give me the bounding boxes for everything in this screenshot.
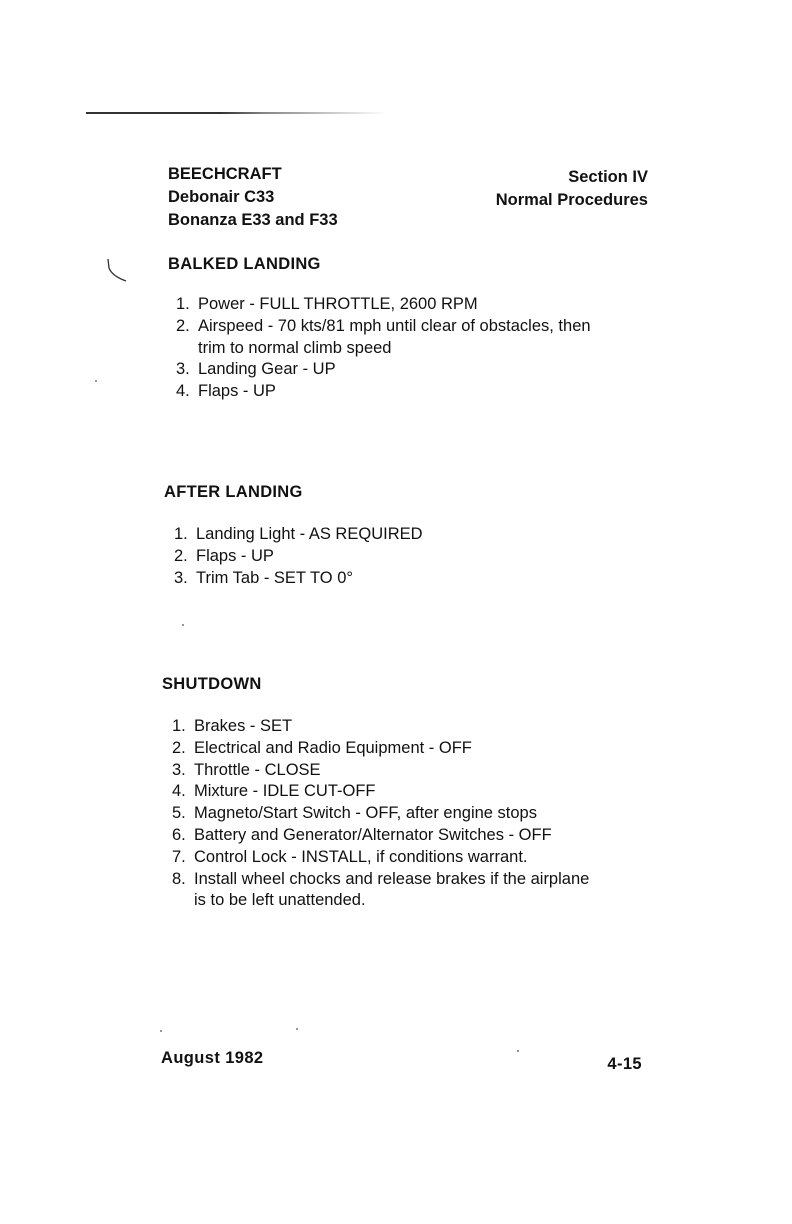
balked-landing-steps — [176, 294, 591, 403]
section-heading-balked-landing: BALKED LANDING — [168, 255, 321, 273]
scan-rule-line — [86, 112, 386, 114]
pen-tick-mark-icon — [106, 258, 128, 284]
step-text: Trim Tab - SET TO 0° — [196, 568, 353, 587]
list-item — [174, 568, 423, 590]
section-heading-shutdown: SHUTDOWN — [162, 675, 262, 693]
step-text: Electrical and Radio Equipment - OFF — [194, 738, 472, 757]
step-text: Mixture - IDLE CUT-OFF — [194, 782, 376, 801]
shutdown-steps — [172, 716, 589, 912]
step-number: 4. — [172, 782, 186, 801]
step-number: 3. — [176, 360, 190, 379]
scan-speck — [296, 1028, 298, 1030]
list-item — [172, 847, 589, 869]
step-text: Landing Gear - UP — [198, 360, 336, 379]
list-item — [176, 316, 591, 360]
step-text: Install wheel chocks and release brakes if the airplane is to be left unattended. — [194, 869, 590, 910]
step-number: 8. — [172, 869, 186, 888]
step-text: Power - FULL THROTTLE, 2600 RPM — [198, 295, 478, 313]
step-number: 3. — [174, 568, 188, 587]
list-item — [174, 546, 423, 568]
step-number: 2. — [172, 738, 186, 757]
header-aircraft-block — [168, 163, 338, 232]
list-item — [176, 294, 591, 316]
footer-date: August 1982 — [161, 1049, 264, 1067]
list-item — [174, 524, 423, 546]
header-section-block — [496, 166, 648, 212]
header-section-number: Section IV — [568, 168, 648, 186]
header-section-title: Normal Procedures — [495, 191, 648, 209]
list-item — [176, 359, 591, 381]
step-number: 5. — [172, 804, 186, 823]
step-text: Flaps - UP — [196, 546, 274, 565]
header-model-line-2: Bonanza E33 and F33 — [168, 211, 338, 229]
list-item — [172, 738, 589, 760]
list-item — [172, 716, 589, 738]
list-item — [176, 381, 591, 403]
step-text: Magneto/Start Switch - OFF, after engine stops — [194, 804, 537, 823]
scan-speck — [95, 380, 97, 382]
step-text: Landing Light - AS REQUIRED — [196, 525, 423, 543]
step-text: Control Lock - INSTALL, if conditions warrant. — [194, 847, 528, 866]
list-item — [172, 825, 589, 847]
step-number: 7. — [172, 847, 186, 866]
header-manufacturer: BEECHCRAFT — [168, 165, 282, 183]
step-number: 6. — [172, 825, 186, 844]
step-number: 1. — [176, 295, 190, 313]
step-text: Flaps - UP — [198, 382, 276, 401]
step-number: 2. — [176, 316, 190, 335]
step-number: 1. — [174, 525, 188, 543]
step-text: Airspeed - 70 kts/81 mph until clear of obstacles, then trim to normal climb speed — [198, 316, 591, 357]
step-number: 3. — [172, 760, 186, 779]
section-heading-after-landing: AFTER LANDING — [164, 483, 303, 501]
list-item — [172, 781, 589, 803]
scan-speck — [160, 1030, 162, 1032]
step-text: Throttle - CLOSE — [194, 760, 321, 779]
scan-speck — [517, 1050, 519, 1052]
list-item — [172, 760, 589, 782]
after-landing-steps — [174, 524, 423, 589]
step-number: 1. — [172, 717, 186, 735]
list-item — [172, 803, 589, 825]
header-model-line-1: Debonair C33 — [168, 188, 275, 206]
step-number: 4. — [176, 382, 190, 401]
step-text: Brakes - SET — [194, 717, 293, 735]
footer-page-number: 4-15 — [607, 1055, 642, 1073]
step-number: 2. — [174, 546, 188, 565]
list-item — [172, 869, 589, 913]
step-text: Battery and Generator/Alternator Switches - OFF — [194, 825, 552, 844]
scan-speck — [182, 624, 184, 626]
